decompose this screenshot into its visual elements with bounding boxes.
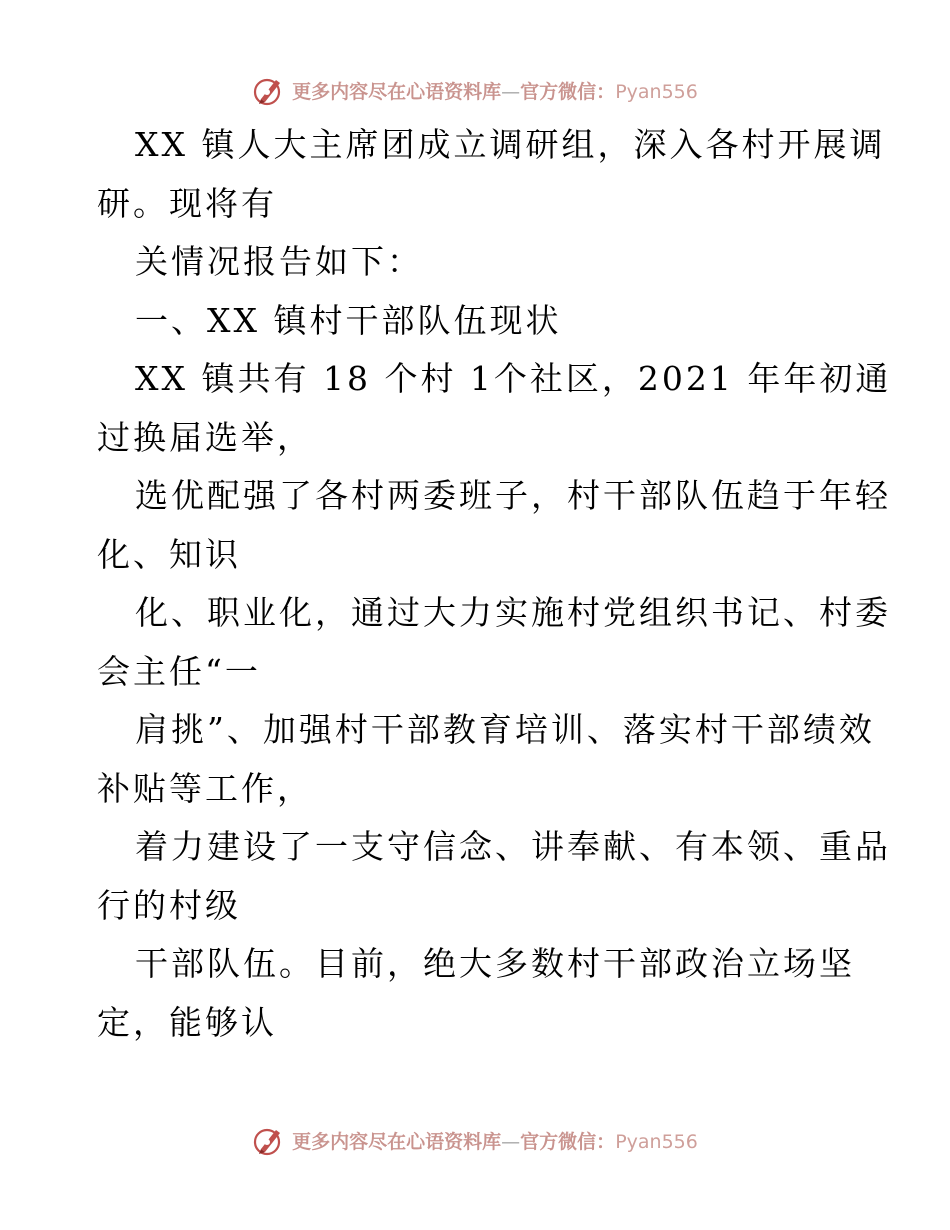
pen-logo-icon: [252, 1123, 286, 1157]
text-line: 过换届选举，: [97, 417, 313, 457]
banner-official-text: 官方微信：: [520, 1130, 616, 1153]
banner-handle: Pyan556: [615, 1130, 698, 1153]
text-line: 选优配强了各村两委班子，村干部队伍趋于年轻: [135, 476, 891, 515]
text-line: XX 镇人大主席团成立调研组，深入各村开展调: [135, 125, 886, 164]
text-line: 定，能够认: [97, 1002, 277, 1042]
text-line: 一、XX 镇村干部队伍现状: [135, 300, 562, 340]
text-line: 肩挑”、加强村干部教育培训、落实村干部绩效: [135, 710, 875, 749]
footer-banner: [0, 1120, 950, 1160]
header-banner: [0, 70, 950, 110]
text-line: XX 镇共有 18 个村 1个社区，2021 年年初通: [135, 359, 892, 398]
text-line: 会主任“一: [97, 651, 261, 691]
text-line: 着力建设了一支守信念、讲奉献、有本领、重品: [135, 827, 891, 866]
text-line: 化、职业化，通过大力实施村党组织书记、村委: [135, 593, 891, 632]
banner-main-text: 更多内容尽在心语资料库: [292, 1130, 502, 1153]
banner-dash: —: [501, 1130, 521, 1153]
text-line: 化、知识: [97, 534, 241, 574]
banner-main-text: 更多内容尽在心语资料库: [292, 80, 502, 103]
banner-official-text: 官方微信：: [520, 80, 616, 103]
text-line: 补贴等工作，: [97, 768, 313, 808]
banner-label: [292, 77, 698, 104]
document-body: [97, 116, 892, 1052]
text-line: 行的村级: [97, 885, 241, 925]
pen-logo-icon: [252, 73, 286, 107]
text-line: 干部队伍。目前，绝大多数村干部政治立场坚: [135, 944, 855, 983]
banner-handle: Pyan556: [615, 80, 698, 103]
text-line: 研。现将有: [97, 183, 277, 223]
banner-dash: —: [501, 80, 521, 103]
text-line: 关情况报告如下：: [135, 242, 423, 281]
banner-label: [292, 1127, 698, 1154]
